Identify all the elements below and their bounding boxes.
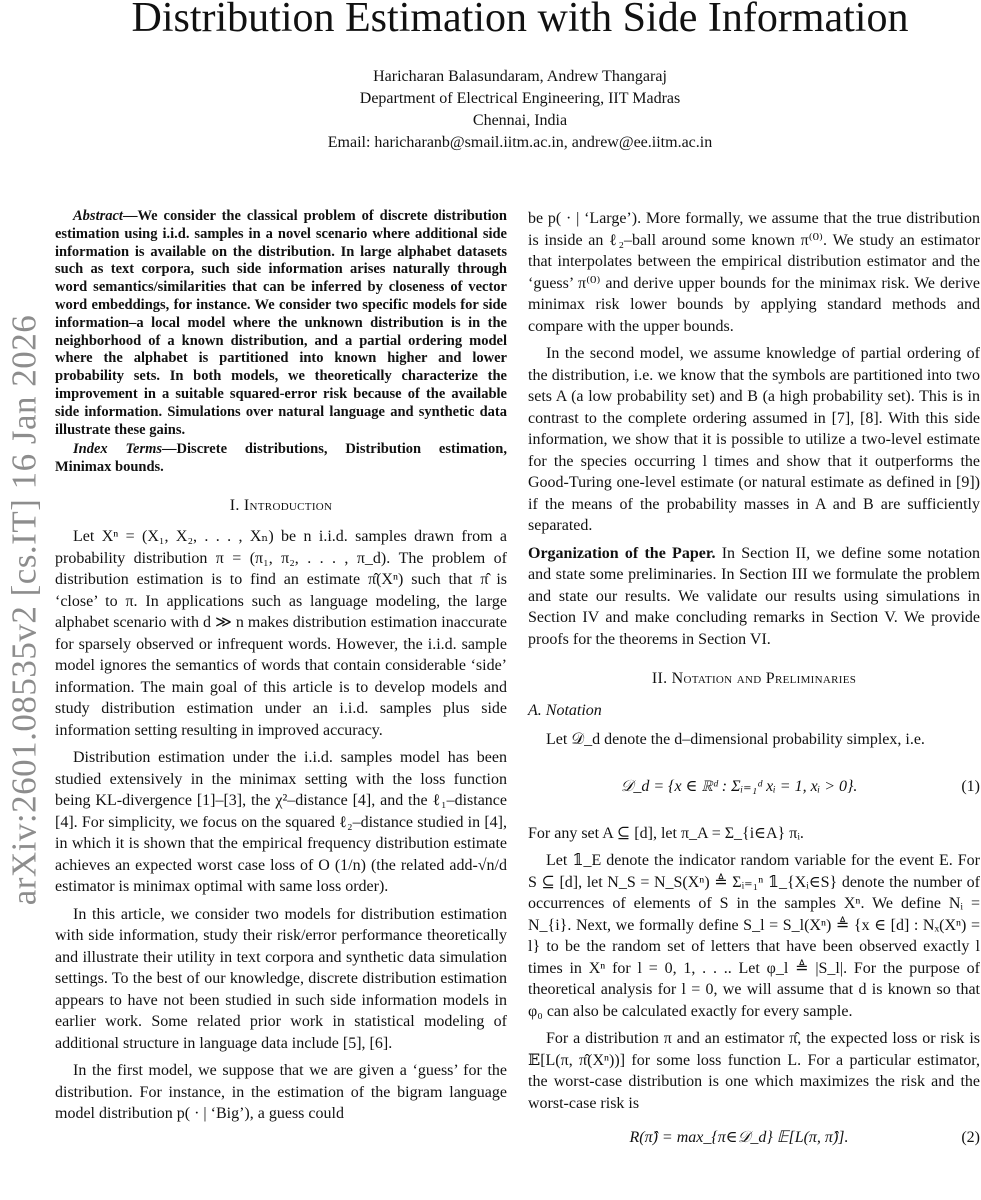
right-paragraph-2: In the second model, we assume knowledge of partial ordering of the distribution, i.e. we know that the symbols are partitioned into two sets A (a low probability set) and B (a high probability set). This is in contrast to the complete ordering assumed in [7], [8]. With this side information, we show that it is possible to utilize a two-level estimate for the species occurring l times and show that it outperforms the Good-Turing one-level estimate (or natural estimate as defined in [9]) if the means of the probability masses in A and B are sufficiently separated. (528, 345, 980, 534)
equation-2 (528, 1122, 980, 1154)
author-email: Email: haricharanb@smail.iitm.ac.in, andrew@ee.iitm.ac.in (327, 134, 713, 151)
author-block (0, 66, 981, 154)
notation-paragraph-1: Let 𝒟_d denote the d–dimensional probability simplex, i.e. (546, 731, 925, 748)
organization-text: In Section II, we define some notation and state some preliminaries. In Section III we formulate the problem and state our results. We validate our results using simulations in Section IV and make concluding remarks in Section V. We provide proofs for the theorems in Section VI. (528, 544, 980, 648)
abstract-text: —We consider the classical problem of discrete distribution estimation using i.i.d. samples in a novel scenario where additional side information is available on the distribution. In large alphabet datasets such as text corpora, such side information arises naturally through word semantics/similarities that can be inferred by closeness of vector word embeddings, for instance. We consider two specific models for side information–a local model where the unknown distribution is in the neighborhood of a known distribution, and a partial ordering model where the alphabet is partitioned into known higher and lower probability sets. In both models, we theoretically characterize the improvement in a suitable squared-error risk because of the available side information. Simulations over natural language and synthetic data illustrate these gains. (55, 208, 507, 438)
author-affiliation: Department of Electrical Engineering, IIT Madras (359, 90, 681, 107)
organization-lead: Organization of the Paper. (528, 544, 716, 562)
right-paragraph-1: be p( · | ‘Large’). More formally, we assume that the true distribution is inside an ℓ₂–ball around some known π⁽⁰⁾. We study an estimator that interpolates between the empirical distribution estimator and the ‘guess’ π⁽⁰⁾ and derive upper bounds for the minimax risk. We derive minimax risk lower bounds by applying standard methods and compare with the upper bounds. (528, 210, 980, 335)
left-column (55, 208, 507, 1131)
introduction-heading: I. Introduction (229, 496, 333, 514)
notation-paragraph-2: For any set A ⊆ [d], let π_A = Σ_{i∈A} πᵢ. (528, 824, 804, 842)
notation-paragraph-3: Let 𝟙_E denote the indicator random variable for the event E. For S ⊆ [d], let N_S = N_S(Xⁿ) ≜ Σᵢ₌₁ⁿ 𝟙_{Xᵢ∈S} denote the number of occurrences of elements of S in the samples Xⁿ. We define Nᵢ = N_{i}. Next, we formally define S_l = S_l(Xⁿ) ≜ {x ∈ [d] : Nₓ(Xⁿ) = l} to be the random set of letters that have been observed exactly l times in Xⁿ for l = 0, 1, . . .. Let φ_l ≜ |S_l|. For the purpose of theoretical analysis for l = 0, we will assume that d is known so that φ₀ can also be calculated exactly for every sample. (528, 852, 980, 1020)
intro-paragraph-2: Distribution estimation under the i.i.d. samples model has been studied extensively in the minimax setting with the loss function being KL-divergence [1]–[3], the χ²–distance [4], and the ℓ₁–distance [4]. For simplicity, we focus on the squared ℓ₂–distance studied in [4], in which it is shown that the empirical frequency distribution estimate achieves an expected worst case loss of O (1/n) (the related add-√n/d estimator is minimax optimal with same loss order). (55, 749, 507, 896)
abstract-label: Abstract (73, 208, 123, 224)
equation-2-number: (2) (961, 1129, 980, 1147)
notation-paragraph-4: For a distribution π and an estimator π̂, the expected loss or risk is 𝔼[L(π, π̂(Xⁿ))] for some loss function L. For a particular estimator, the worst-case distribution is one which maximizes the risk and the worst-case risk is (528, 1030, 980, 1112)
equation-2-body: R(π̂) = max_{π∈𝒟_d} 𝔼[L(π, π̂)]. (629, 1129, 849, 1147)
equation-1 (528, 759, 980, 815)
intro-paragraph-4: In the first model, we suppose that we are given a ‘guess’ for the distribution. For instance, in the estimation of the bigram language model distribution p( · | ‘Big’), a guess could (55, 1062, 507, 1123)
right-column (528, 208, 980, 1162)
intro-paragraph-1: Let Xⁿ = (X₁, X₂, . . . , Xₙ) be n i.i.d. samples drawn from a probability distribution π = (π₁, π₂, . . . , π_d). The problem of distribution estimation is to find an estimate π̂(Xⁿ) such that π̂ is ‘close’ to π. In applications such as language modeling, the large alphabet scenario with d ≫ n makes distribution estimation inaccurate for sparsely observed or infrequent words. However, the i.i.d. sample model ignores the semantics of words that contain considerable ‘side’ information. The main goal of this article is to develop models and study distribution estimation under an i.i.d. samples plus side information setting resulting in improved accuracy. (55, 528, 507, 739)
author-names: Haricharan Balasundaram, Andrew Thangaraj (373, 68, 667, 85)
organization-paragraph (528, 543, 980, 651)
index-terms (55, 441, 507, 477)
notation-heading: II. Notation and Preliminaries (651, 670, 857, 687)
index-terms-text: —Discrete distributions, Distribution estimation, Minimax bounds. (55, 441, 507, 476)
paper-title: Distribution Estimation with Side Information (131, 0, 909, 41)
arxiv-identifier-text: arXiv:2601.08535v2 [cs.IT] 16 Jan 2026 (4, 314, 44, 906)
abstract (55, 208, 507, 439)
index-terms-label: Index Terms (73, 441, 163, 458)
intro-paragraph-3: In this article, we consider two models for distribution estimation with side information, study their risk/error performance theoretically and illustrate their utility in text corpora and synthetic data simulation settings. To the best of our knowledge, discrete distribution estimation appears to have not been studied in such side information models in earlier work. Some related prior work in statistical modeling of additional structure in language data include [5], [6]. (55, 905, 507, 1052)
notation-subheading: A. Notation (528, 701, 602, 719)
arxiv-identifier-stamp (2, 300, 46, 920)
author-location: Chennai, India (472, 112, 568, 129)
equation-1-body: 𝒟_d = {x ∈ ℝᵈ : Σᵢ₌₁ᵈ xᵢ = 1, xᵢ > 0}. (620, 777, 858, 795)
equation-1-number: (1) (961, 777, 980, 795)
